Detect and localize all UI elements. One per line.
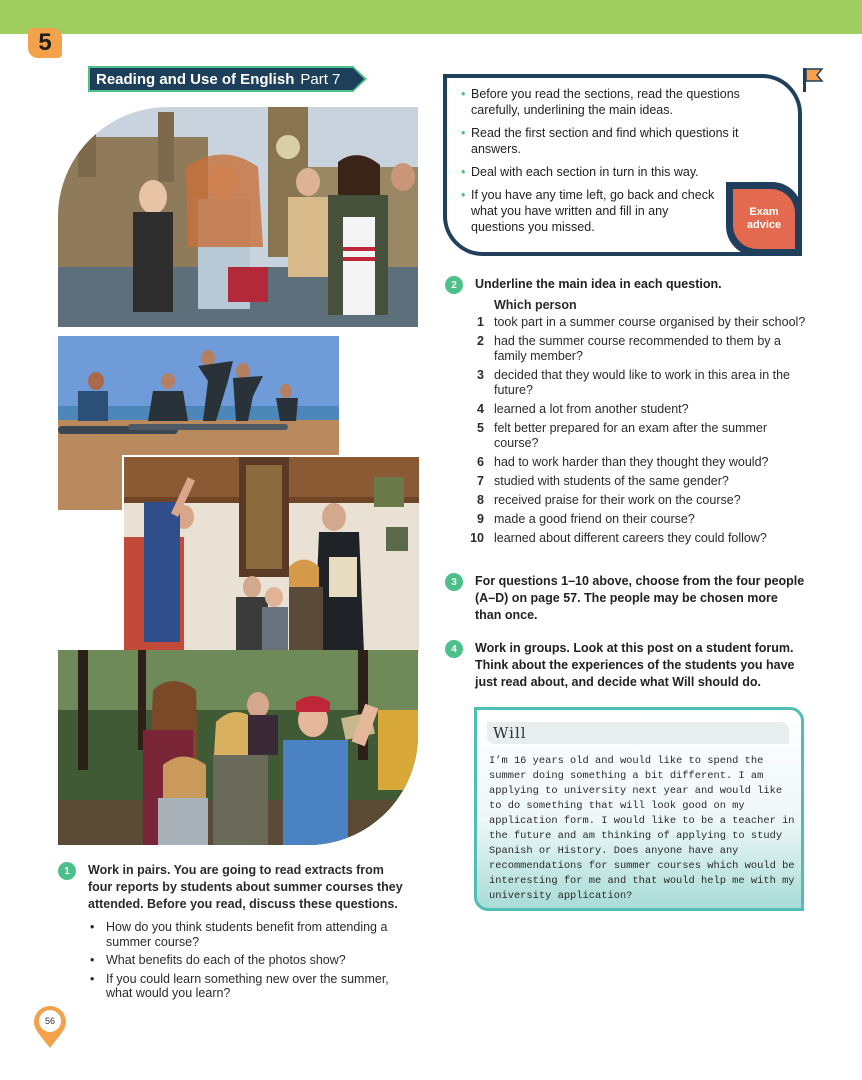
photo-gallery-visit xyxy=(122,455,421,655)
exam-advice-label-1: Exam xyxy=(749,206,779,218)
task1-bullet: • How do you think students benefit from attending a summer course? xyxy=(88,920,408,949)
task3-number-badge: 3 xyxy=(445,573,463,591)
exam-advice-badge xyxy=(726,182,802,256)
task3-text: For questions 1–10 above, choose from the four people (A–D) on page 57. The people may be chosen more than once. xyxy=(475,574,805,622)
question-text: decided that they would like to work in this area in the future? xyxy=(494,368,791,397)
exam-tip: • Before you read the sections, read the questions carefully, underlining the main ideas. xyxy=(461,86,761,118)
question-number: 6 xyxy=(477,455,484,469)
question-number: 2 xyxy=(477,334,484,348)
question-item xyxy=(466,531,806,546)
section-part: Part 7 xyxy=(300,70,341,88)
question-number: 10 xyxy=(470,531,484,545)
task1-bullet: • What benefits do each of the photos show? xyxy=(88,953,408,968)
task2-heading: Underline the main idea in each question. xyxy=(475,277,722,291)
task4-text: Work in groups. Look at this post on a student forum. Think about the experiences of the students you have just read about, and decide what Will should do. xyxy=(475,641,795,689)
task1-heading: Work in pairs. You are going to read extracts from four reports by students about summer courses they attended. Before you read, discuss these questions. xyxy=(88,863,403,911)
forum-post-body: I’m 16 years old and would like to spend the summer doing something a bit different. I am applying to university next year and would like to do something that will look good on my application form. I would like to be a teacher in the future and am thinking of applying to study Spanish or History. Does anyone have any recommendations for summer courses which would be interesting for me and that would help me with my university application? xyxy=(489,755,795,902)
task1-number-badge: 1 xyxy=(58,862,76,880)
exam-advice-badge-inner xyxy=(733,189,795,249)
question-number: 8 xyxy=(477,493,484,507)
page-number-marker xyxy=(32,1005,68,1049)
question-number: 5 xyxy=(477,421,484,435)
question-list xyxy=(466,298,806,550)
question-number: 9 xyxy=(477,512,484,526)
forum-post xyxy=(474,707,804,911)
question-item xyxy=(466,368,806,398)
task4-number-badge: 4 xyxy=(445,640,463,658)
question-number: 4 xyxy=(477,402,484,416)
question-text: had the summer course recommended to them by a family member? xyxy=(494,334,781,363)
question-text: took part in a summer course organised by their school? xyxy=(494,315,806,329)
exam-advice-label-2: advice xyxy=(746,219,782,231)
section-banner xyxy=(88,66,354,92)
top-color-bar xyxy=(0,0,862,34)
exam-tip: • If you have any time left, go back and check what you have written and fill in any questions you missed. xyxy=(461,187,721,235)
task1-bullets xyxy=(88,920,408,1005)
question-text: received praise for their work on the course? xyxy=(494,493,741,507)
question-item xyxy=(466,421,806,451)
page-number: 56 xyxy=(44,1016,55,1026)
question-item xyxy=(466,455,806,470)
section-title: Reading and Use of English xyxy=(96,70,295,88)
question-text: studied with students of the same gender? xyxy=(494,474,729,488)
question-item xyxy=(466,512,806,527)
question-text: learned about different careers they could follow? xyxy=(494,531,767,545)
question-item xyxy=(466,402,806,417)
banner-arrow-inner xyxy=(353,68,364,90)
question-item xyxy=(466,474,806,489)
question-text: had to work harder than they thought they would? xyxy=(494,455,769,469)
exam-tip: • Read the first section and find which questions it answers. xyxy=(461,125,761,157)
unit-number-badge: 5 xyxy=(28,28,62,58)
question-number: 7 xyxy=(477,474,484,488)
task2-number-badge: 2 xyxy=(445,276,463,294)
question-item xyxy=(466,493,806,508)
task1-bullet: • If you could learn something new over the summer, what would you learn? xyxy=(88,972,408,1001)
photo-students-london xyxy=(58,107,418,327)
question-text: made a good friend on their course? xyxy=(494,512,695,526)
question-number: 1 xyxy=(477,315,484,329)
question-intro: Which person xyxy=(494,298,577,312)
question-item xyxy=(466,334,806,364)
question-text: felt better prepared for an exam after the summer course? xyxy=(494,421,768,450)
photo-camp-selfie xyxy=(58,650,418,845)
forum-post-author: Will xyxy=(487,722,789,744)
location-pin-icon xyxy=(32,1005,68,1049)
question-item xyxy=(466,315,806,330)
question-text: learned a lot from another student? xyxy=(494,402,689,416)
question-number: 3 xyxy=(477,368,484,382)
flag-icon xyxy=(800,66,826,92)
exam-tip: • Deal with each section in turn in this way. xyxy=(461,164,761,180)
